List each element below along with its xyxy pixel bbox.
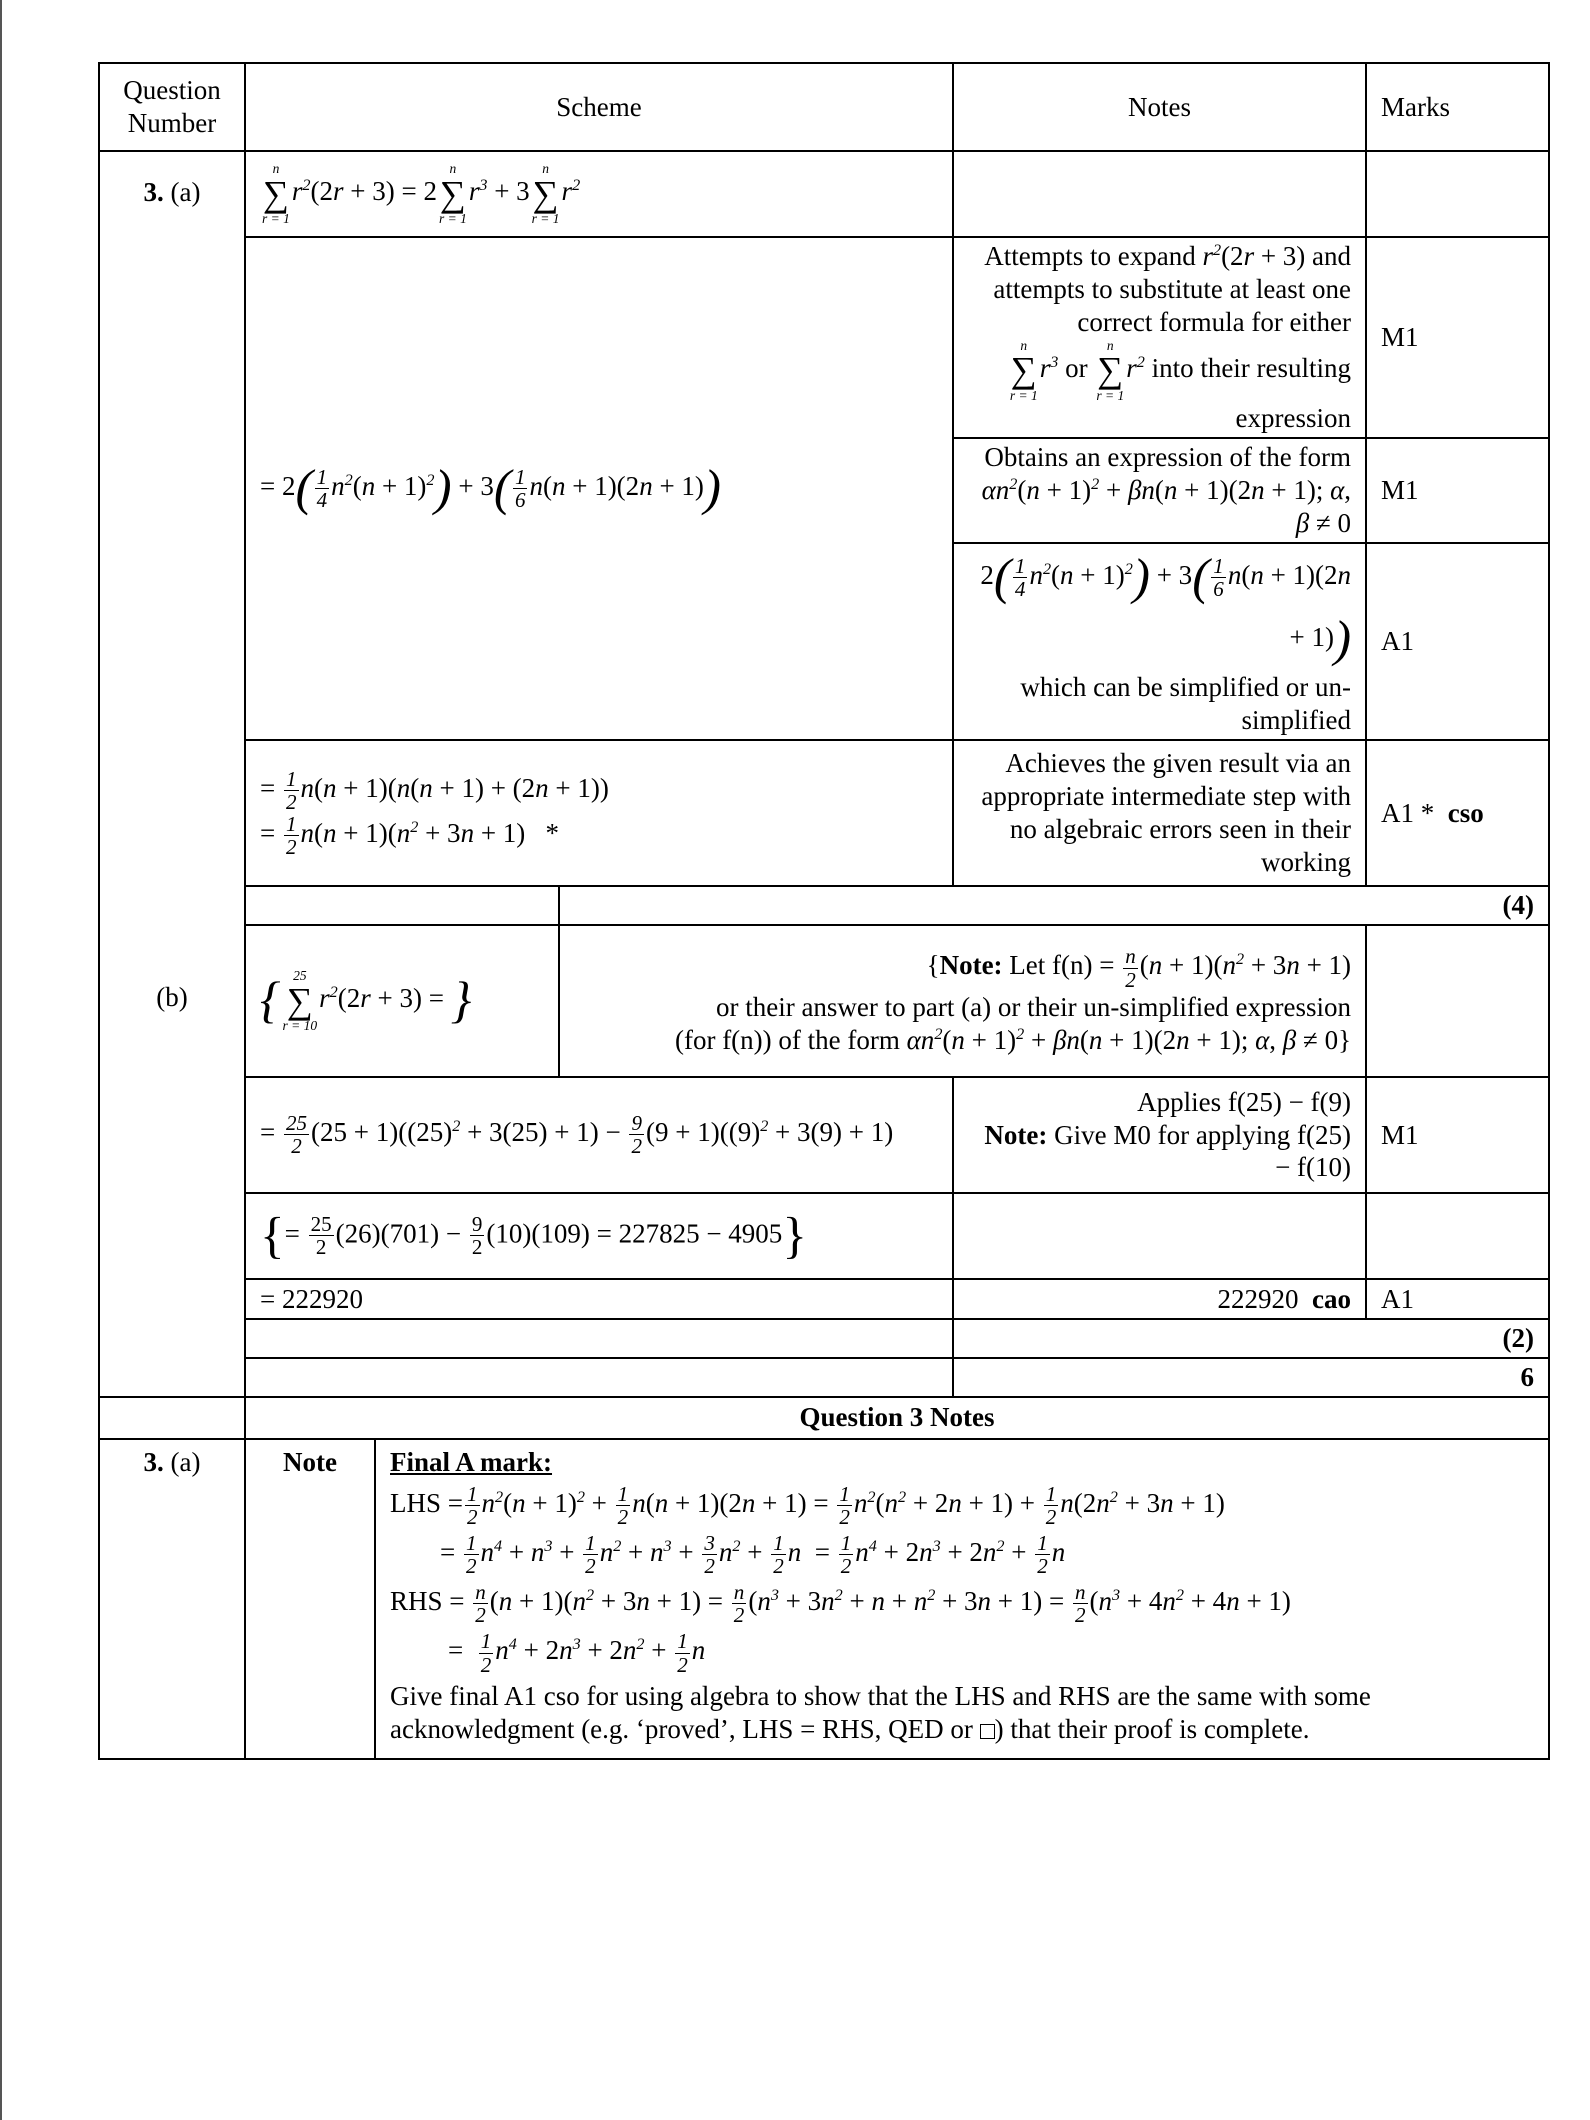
- mark-b-m1: M1: [1366, 1077, 1549, 1193]
- b-eval-text-1: (26)(701) −: [335, 1218, 468, 1249]
- part-a-total: (4): [1366, 886, 1549, 925]
- a-scheme-result: = $\frac{1}{2}$ n(n + 1)(n(n + 1) + (2n + 1)) = $\frac{1}{2}$ $n(n + 1)(n^2 + 3n + 1)$ *: [245, 740, 953, 886]
- a-row-sum-split: [99, 151, 1549, 237]
- note-m1-expand-text-3: or: [1065, 352, 1088, 383]
- a-total-blank-2: [559, 886, 1366, 925]
- a-total-blank-1: [245, 886, 559, 925]
- notes-part-number: 3.: [143, 1446, 164, 1477]
- notes-content: [375, 1439, 1549, 1759]
- b-note-applies: [953, 1077, 1366, 1193]
- mark-a1-star: [1366, 740, 1549, 886]
- b-note-line-3: (for f(n)) of the form: [674, 1024, 900, 1055]
- b-row-total: [99, 1319, 1549, 1358]
- mark-scheme-page: [98, 62, 1548, 1760]
- rhs-label: RHS =: [390, 1586, 465, 1617]
- b-scheme-sum: { 25 ∑ r = 10 $r^2(2r + 3)$ = }: [245, 925, 559, 1077]
- a-mark-empty: [1366, 151, 1549, 237]
- b-row-answer: [99, 1279, 1549, 1319]
- mark-scheme-table: [98, 62, 1550, 1760]
- b-note-give-bold: Note:: [984, 1119, 1048, 1150]
- note-a1-simplified-text: which can be simplified or un-simplified: [1020, 672, 1352, 736]
- note-m1-expand-text-2: and attempts to substitute at least one correct formula for either: [993, 241, 1352, 337]
- notes-closing: [390, 1680, 1534, 1746]
- a-note-m1-form: Obtains an expression of the form $\alpha n^2(n + 1)^2 + \beta n(n + 1)(2n + 1)$; α, β ≠ 0: [953, 438, 1366, 543]
- lhs-label: LHS =: [390, 1487, 463, 1518]
- b-row-sum: [99, 925, 1549, 1077]
- page-left-edge: [0, 0, 2, 2120]
- b-note-let: {Note: Let f(n) = $\frac{n}{2}$ $(n + 1)(n^2 + 3n + 1)$ or their answer to part (a) or their un-simplified expression (for f(n)) of the form $\alpha n^2(n + 1)^2 + \beta n(n + 1)(2n + 1)$; α, β ≠ 0}: [559, 925, 1366, 1077]
- b-total-blank-1: [245, 1319, 953, 1358]
- b-row-evaluation: [99, 1193, 1549, 1279]
- b-mark-empty-2: [1366, 1193, 1549, 1279]
- final-a-mark-title: Final A mark:: [390, 1446, 553, 1477]
- question-total-row: [99, 1358, 1549, 1397]
- b-note-applies-text: Applies f(25) − f(9): [1137, 1086, 1352, 1117]
- b-scheme-answer: = 222920: [245, 1279, 953, 1319]
- notes-part-letter: (a): [170, 1446, 201, 1477]
- part-a-label: [99, 151, 245, 925]
- notes-rhs-line-1: RHS = $\frac{n}{2}$ $(n + 1)(n^2 + 3n + 1)$ = $\frac{n}{2}$ $(n^3 + 3n^2 + n + n^2 + 3n + 1)$ = $\frac{n}{2}$ $(n^3 + 4n^2 + 4n + 1)$: [390, 1580, 1291, 1628]
- a-scheme-substitution: = 2( $\frac{1}{4}$ $n^2(n + 1)^2) + 3$( $\frac{1}{6}$ n(n + 1)(2n + 1)): [245, 237, 953, 740]
- note-m1-expand-text-1: Attempts to expand: [984, 241, 1196, 271]
- part-b-label: (b): [99, 925, 245, 1397]
- notes-body-row: [99, 1439, 1549, 1759]
- b-note-let-text: Let f(n) =: [1009, 950, 1115, 981]
- b-scheme-substitution: = $\frac{25}{2}$ $(25 + 1)((25)^2 + 3(25) + 1)$ − $\frac{9}{2}$ $(9 + 1)((9)^2 + 3(9) + 1)$: [245, 1077, 953, 1193]
- question-total: 6: [1366, 1358, 1549, 1397]
- header-notes: Notes: [953, 63, 1366, 151]
- qed-square-icon: [980, 1724, 995, 1739]
- table-header-row: [99, 63, 1549, 151]
- a-note-m1-expand: Attempts to expand $r^2(2r + 3)$ and attempts to substitute at least one correct formula for either n ∑ r = 1 $r^3$ or n ∑ r = 1 $r^2$ into their resulting expression: [953, 237, 1366, 438]
- a-row-result: [99, 740, 1549, 886]
- notes-title-row: [99, 1397, 1549, 1439]
- notes-closing-text-1: Give final A1 cso for using algebra to show that the LHS and RHS are the same with some acknowledgment (e.g. ‘proved’, LHS = RHS, QED or: [390, 1680, 1371, 1744]
- notes-part-label: [99, 1439, 245, 1759]
- b-note-cao: cao: [1312, 1283, 1352, 1314]
- header-scheme: Scheme: [245, 63, 953, 151]
- mark-a1-a: A1: [1366, 543, 1549, 740]
- part-a-letter: (a): [170, 177, 201, 207]
- mark-a1-star-text: A1 *: [1381, 797, 1435, 828]
- a-note-a1-expression: 2( $\frac{1}{4}$ $n^2(n + 1)^2) + 3$( $\frac{1}{6}$ n(n + 1)(2n + 1)) which can be simplified or un-simplified: [953, 543, 1366, 740]
- mark-cso: cso: [1447, 797, 1484, 828]
- b-row-m1: [99, 1077, 1549, 1193]
- b-note-give-text: Give M0 for applying f(25) − f(10): [1054, 1119, 1352, 1183]
- b-eval-text-2: (10)(109) = 227825 − 4905: [486, 1218, 783, 1249]
- notes-lhs-line-1: LHS = $\frac{1}{2}$ $n^2(n + 1)^2$ + $\frac{1}{2}$ n(n + 1)(2n + 1) = $\frac{1}{2}$ $n^2(n^2 + 2n + 1)$ + $\frac{1}{2}$ $n(2n^2 + 3n + 1)$: [390, 1481, 1225, 1529]
- b-total-blank-2: [953, 1319, 1366, 1358]
- b-note-line-2: or their answer to part (a) or their un-simplified expression: [715, 991, 1352, 1022]
- b-mark-empty-1: [1366, 925, 1549, 1077]
- b-scheme-evaluation: {= $\frac{25}{2}$ (26)(701) − $\frac{9}{2}$ (10)(109) = 227825 − 4905}: [245, 1193, 953, 1279]
- a-scheme-sum-split: n ∑ r = 1 $r^2(2r + 3) = 2$ n ∑ r = 1 $r^3 + 3$ n ∑ r = 1 $r^2$: [245, 151, 953, 237]
- notes-lhs-line-2: = $\frac{1}{2}$ $n^4 + n^3$ + $\frac{1}{2}$ $n^2 + n^3$ + $\frac{3}{2}$ $n^2$ + $\frac{1}{2}$ n = $\frac{1}{2}$ $n^4 + 2n^3 + 2n^2$ + $\frac{1}{2}$ n: [440, 1531, 1066, 1579]
- header-question-number: Question Number: [99, 63, 245, 151]
- note-m1-expand-text-4: into their resulting expression: [1151, 352, 1352, 434]
- a-row-m1-expand: [99, 237, 1549, 438]
- b-note-answer: [953, 1279, 1366, 1319]
- part-a-number: 3.: [143, 177, 164, 207]
- part-b-total: (2): [1366, 1319, 1549, 1358]
- a-note-a1-given: Achieves the given result via an appropriate intermediate step with no algebraic errors seen in their working: [953, 740, 1366, 886]
- notes-title: Question 3 Notes: [245, 1397, 1549, 1439]
- mark-m1-a: M1: [1366, 237, 1549, 438]
- b-note-bold: Note:: [939, 950, 1003, 981]
- a-row-total: [99, 886, 1549, 925]
- q-total-blank-2: [953, 1358, 1366, 1397]
- mark-b-a1: A1: [1366, 1279, 1549, 1319]
- b-note-answer-value: 222920: [1217, 1283, 1299, 1314]
- notes-rhs-line-2: = $\frac{1}{2}$ $n^4 + 2n^3 + 2n^2$ + $\frac{1}{2}$ n: [448, 1629, 706, 1677]
- a-note-empty: [953, 151, 1366, 237]
- q-total-blank-1: [245, 1358, 953, 1397]
- header-marks: Marks: [1366, 63, 1549, 151]
- notes-title-blank: [99, 1397, 245, 1439]
- note-m1-form-text: Obtains an expression of the form: [984, 442, 1352, 473]
- notes-note-label: Note: [245, 1439, 375, 1759]
- notes-closing-text-2: ) that their proof is complete.: [994, 1713, 1310, 1744]
- mark-m1-b: M1: [1366, 438, 1549, 543]
- b-note-empty-2: [953, 1193, 1366, 1279]
